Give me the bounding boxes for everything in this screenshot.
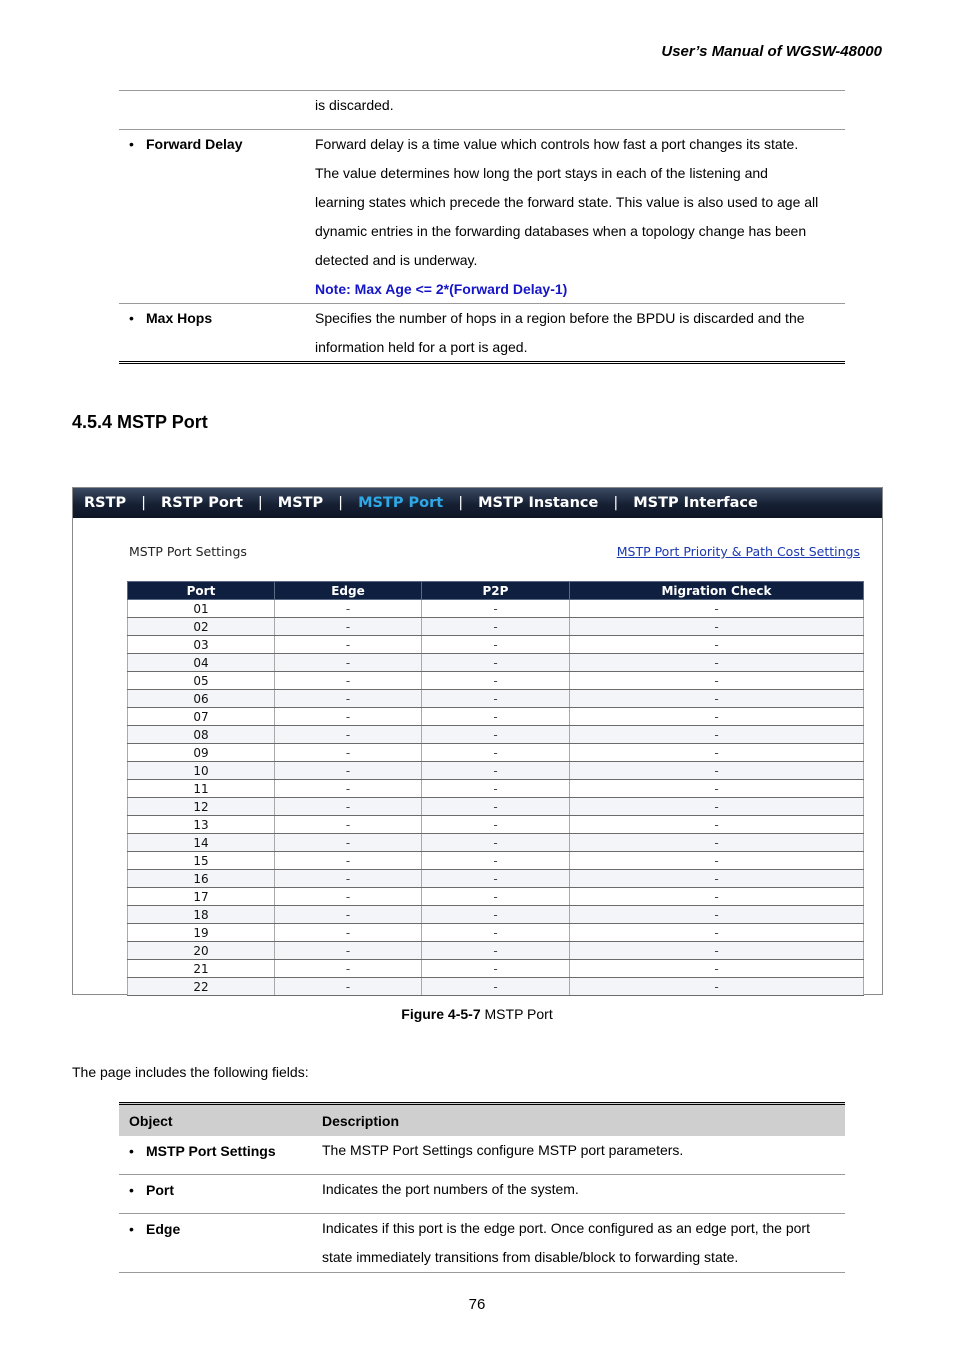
p2p-cell: - bbox=[422, 762, 570, 780]
migration-check-cell: - bbox=[570, 744, 864, 762]
table-row bbox=[128, 618, 864, 636]
table-row bbox=[128, 654, 864, 672]
migration-check-cell: - bbox=[570, 690, 864, 708]
edge-cell: - bbox=[275, 708, 422, 726]
port-cell: 07 bbox=[128, 708, 275, 726]
table-row bbox=[128, 906, 864, 924]
tab-mstp-interface[interactable]: MSTP Interface bbox=[633, 495, 758, 511]
mstp-port-screenshot bbox=[72, 487, 883, 995]
edge-cell: - bbox=[275, 798, 422, 816]
table-row bbox=[128, 942, 864, 960]
migration-check-cell: - bbox=[570, 924, 864, 942]
table-row bbox=[128, 762, 864, 780]
mstp-port-table bbox=[127, 581, 864, 996]
p2p-cell: - bbox=[422, 852, 570, 870]
table-row bbox=[128, 600, 864, 618]
p2p-cell: - bbox=[422, 906, 570, 924]
p2p-cell: - bbox=[422, 816, 570, 834]
port-cell: 16 bbox=[128, 870, 275, 888]
table-row bbox=[119, 1175, 845, 1214]
table-row bbox=[128, 672, 864, 690]
migration-check-cell: - bbox=[570, 600, 864, 618]
port-cell: 17 bbox=[128, 888, 275, 906]
table-row bbox=[119, 1214, 845, 1273]
table-row bbox=[128, 834, 864, 852]
table-row bbox=[119, 303, 845, 361]
table-row bbox=[119, 1136, 845, 1175]
table-row bbox=[128, 708, 864, 726]
row-object: • Forward Delay bbox=[119, 130, 315, 303]
edge-cell: - bbox=[275, 924, 422, 942]
port-cell: 14 bbox=[128, 834, 275, 852]
migration-check-cell: - bbox=[570, 816, 864, 834]
edge-cell: - bbox=[275, 618, 422, 636]
row-object: • Port bbox=[119, 1175, 322, 1213]
edge-cell: - bbox=[275, 636, 422, 654]
migration-check-cell: - bbox=[570, 780, 864, 798]
row-object: • MSTP Port Settings bbox=[119, 1136, 322, 1174]
p2p-cell: - bbox=[422, 708, 570, 726]
row-object: • Edge bbox=[119, 1214, 322, 1272]
tab-rstp[interactable]: RSTP bbox=[84, 495, 127, 511]
port-cell: 19 bbox=[128, 924, 275, 942]
table-row bbox=[128, 852, 864, 870]
figure-caption: Figure 4-5-7 MSTP Port bbox=[401, 1006, 553, 1022]
edge-cell: - bbox=[275, 762, 422, 780]
port-cell: 03 bbox=[128, 636, 275, 654]
migration-check-cell: - bbox=[570, 726, 864, 744]
col-migration-check: Migration Check bbox=[570, 582, 864, 600]
edge-cell: - bbox=[275, 942, 422, 960]
migration-check-cell: - bbox=[570, 888, 864, 906]
port-cell: 09 bbox=[128, 744, 275, 762]
edge-cell: - bbox=[275, 834, 422, 852]
table-header-row bbox=[128, 582, 864, 600]
section-title: 4.5.4 MSTP Port bbox=[72, 412, 208, 432]
migration-check-cell: - bbox=[570, 978, 864, 996]
edge-cell: - bbox=[275, 654, 422, 672]
p2p-cell: - bbox=[422, 600, 570, 618]
edge-cell: - bbox=[275, 906, 422, 924]
p2p-cell: - bbox=[422, 870, 570, 888]
port-cell: 05 bbox=[128, 672, 275, 690]
top-parameter-table bbox=[119, 90, 845, 365]
migration-check-cell: - bbox=[570, 906, 864, 924]
note-text: Note: Max Age <= 2*(Forward Delay-1) bbox=[315, 281, 568, 297]
port-cell: 13 bbox=[128, 816, 275, 834]
row-description: is discarded. bbox=[315, 97, 394, 113]
table-row bbox=[119, 90, 845, 129]
port-cell: 20 bbox=[128, 942, 275, 960]
migration-check-cell: - bbox=[570, 870, 864, 888]
port-cell: 18 bbox=[128, 906, 275, 924]
edge-cell: - bbox=[275, 960, 422, 978]
port-cell: 06 bbox=[128, 690, 275, 708]
table-row bbox=[128, 924, 864, 942]
edge-cell: - bbox=[275, 744, 422, 762]
edge-cell: - bbox=[275, 816, 422, 834]
row-description: The MSTP Port Settings configure MSTP port parameters. bbox=[322, 1142, 684, 1158]
p2p-cell: - bbox=[422, 834, 570, 852]
migration-check-cell: - bbox=[570, 942, 864, 960]
edge-cell: - bbox=[275, 888, 422, 906]
fields-table-header: Object Description bbox=[119, 1102, 845, 1136]
table-row bbox=[128, 816, 864, 834]
p2p-cell: - bbox=[422, 672, 570, 690]
port-cell: 21 bbox=[128, 960, 275, 978]
migration-check-cell: - bbox=[570, 672, 864, 690]
port-cell: 08 bbox=[128, 726, 275, 744]
table-row bbox=[128, 726, 864, 744]
intro-text: The page includes the following fields: bbox=[72, 1064, 309, 1080]
row-description: Indicates the port numbers of the system. bbox=[322, 1181, 579, 1197]
table-row bbox=[128, 870, 864, 888]
row-description: Forward delay is a time value which controls how fast a port changes its state. The value determines how long the port stays in each of the listening and learning states which precede the forward state. This value is also used to age all dynamic entries in the forwarding databases when a topology change has been detected and is underway. Note: Max Age <= 2*(Forward Delay-1) bbox=[315, 130, 845, 303]
port-cell: 22 bbox=[128, 978, 275, 996]
edge-cell: - bbox=[275, 780, 422, 798]
migration-check-cell: - bbox=[570, 852, 864, 870]
p2p-cell: - bbox=[422, 744, 570, 762]
migration-check-cell: - bbox=[570, 834, 864, 852]
col-port: Port bbox=[128, 582, 275, 600]
tab-rstp-port[interactable]: RSTP Port bbox=[161, 495, 243, 511]
col-p2p: P2P bbox=[422, 582, 570, 600]
p2p-cell: - bbox=[422, 888, 570, 906]
edge-cell: - bbox=[275, 672, 422, 690]
page-header: User’s Manual of WGSW-48000 bbox=[661, 43, 882, 60]
table-row bbox=[128, 780, 864, 798]
col-edge: Edge bbox=[275, 582, 422, 600]
port-cell: 15 bbox=[128, 852, 275, 870]
p2p-cell: - bbox=[422, 780, 570, 798]
p2p-cell: - bbox=[422, 690, 570, 708]
edge-cell: - bbox=[275, 600, 422, 618]
migration-check-cell: - bbox=[570, 762, 864, 780]
port-cell: 01 bbox=[128, 600, 275, 618]
edge-cell: - bbox=[275, 726, 422, 744]
row-description: Specifies the number of hops in a region before the BPDU is discarded and the information held for a port is aged. bbox=[315, 310, 805, 355]
table-row bbox=[128, 888, 864, 906]
table-row bbox=[119, 129, 845, 303]
migration-check-cell: - bbox=[570, 960, 864, 978]
port-cell: 10 bbox=[128, 762, 275, 780]
row-object: • Max Hops bbox=[119, 304, 315, 361]
p2p-cell: - bbox=[422, 960, 570, 978]
table-row bbox=[128, 798, 864, 816]
row-description: Indicates if this port is the edge port. Once configured as an edge port, the port state immediately transitions from disable/block to forwarding state. bbox=[322, 1220, 810, 1265]
priority-path-cost-link[interactable]: MSTP Port Priority & Path Cost Settings bbox=[616, 544, 860, 559]
migration-check-cell: - bbox=[570, 798, 864, 816]
edge-cell: - bbox=[275, 978, 422, 996]
table-row bbox=[128, 690, 864, 708]
p2p-cell: - bbox=[422, 924, 570, 942]
table-row bbox=[128, 960, 864, 978]
tab-mstp-port[interactable]: MSTP Port bbox=[358, 495, 444, 511]
p2p-cell: - bbox=[422, 942, 570, 960]
table-row bbox=[128, 744, 864, 762]
settings-title: MSTP Port Settings bbox=[129, 544, 247, 559]
table-row bbox=[128, 978, 864, 996]
p2p-cell: - bbox=[422, 654, 570, 672]
migration-check-cell: - bbox=[570, 636, 864, 654]
migration-check-cell: - bbox=[570, 708, 864, 726]
migration-check-cell: - bbox=[570, 654, 864, 672]
p2p-cell: - bbox=[422, 726, 570, 744]
nav-bar: RSTP | RSTP Port | MSTP | MSTP Port | MSTP Instance | MSTP Interface bbox=[73, 488, 882, 518]
page-number: 76 bbox=[468, 1296, 486, 1313]
port-cell: 11 bbox=[128, 780, 275, 798]
p2p-cell: - bbox=[422, 636, 570, 654]
port-cell: 04 bbox=[128, 654, 275, 672]
tab-mstp[interactable]: MSTP bbox=[277, 495, 324, 511]
edge-cell: - bbox=[275, 852, 422, 870]
table-row bbox=[128, 636, 864, 654]
edge-cell: - bbox=[275, 870, 422, 888]
fields-table bbox=[119, 1102, 845, 1273]
port-cell: 12 bbox=[128, 798, 275, 816]
port-rows bbox=[128, 600, 864, 996]
migration-check-cell: - bbox=[570, 618, 864, 636]
edge-cell: - bbox=[275, 690, 422, 708]
port-cell: 02 bbox=[128, 618, 275, 636]
p2p-cell: - bbox=[422, 798, 570, 816]
tab-mstp-instance[interactable]: MSTP Instance bbox=[478, 495, 599, 511]
p2p-cell: - bbox=[422, 978, 570, 996]
p2p-cell: - bbox=[422, 618, 570, 636]
